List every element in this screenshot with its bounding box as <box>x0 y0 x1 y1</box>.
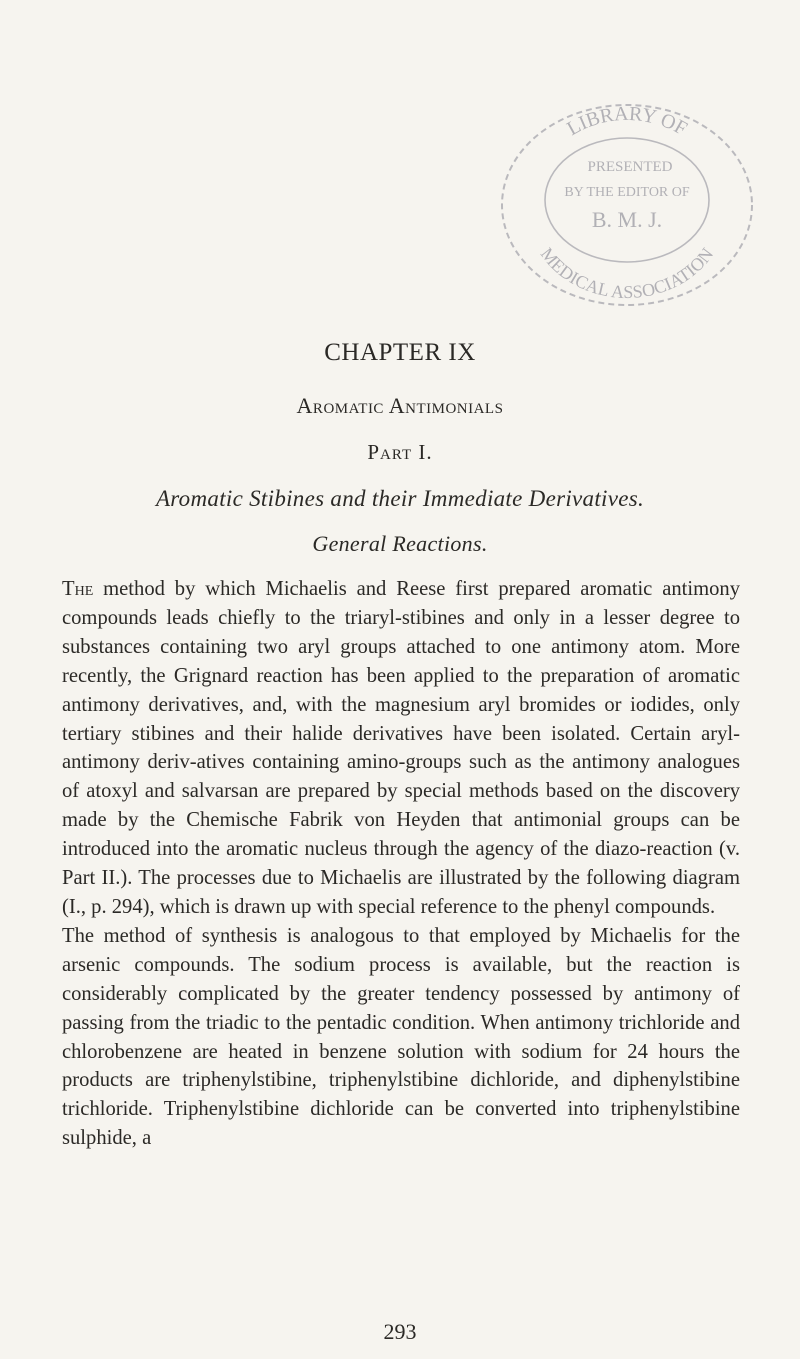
paragraph-text: The method of synthesis is analogous to that employed by Michaelis for the arsenic compounds. The sodium process is available, but the reaction is considerably complicated by the greater tendency possessed by antimony of passing from the triadic to the pentadic condition. When antimony trichloride and chlorobenzene are heated in benzene solution with sodium for 24 hours the products are triphenylstibine, triphenylstibine dichloride, and diphenylstibine trichloride. Triphenylstibine dichloride can be converted into triphenylstibine sulphide, a <box>62 924 740 1150</box>
section-heading: General Reactions. <box>312 531 488 556</box>
stamp-bottom-text: MEDICAL ASSOCIATION <box>536 243 718 303</box>
stamp-line3: B. M. J. <box>591 207 663 232</box>
paragraph <box>62 575 740 922</box>
body-text <box>62 575 740 1153</box>
part-subtitle: Aromatic Stibines and their Immediate Derivatives. <box>155 486 645 511</box>
chapter-title: Aromatic Antimonials <box>296 393 504 418</box>
part-heading: Part I. <box>367 440 433 464</box>
paragraph-text: method by which Michaelis and Reese first prepared aromatic antimony compounds leads chiefly to the triaryl-stibines and only in a lesser degree to substances containing two aryl groups attached to one antimony atom. More recently, the Grignard reaction has been applied to the preparation of aromatic antimony derivatives, and, with the magnesium aryl bromides or iodides, only tertiary stibines and their halide derivatives have been isolated. Certain aryl-antimony deriv-atives containing amino-groups such as the antimony analogues of atoxyl and salvarsan are prepared by special methods based on the discovery made by the Chemische Fabrik von Heyden that antimonial groups can be introduced into the aromatic nucleus through the agency of the diazo-reaction (v. Part II.). The processes due to Michaelis are illustrated by the following diagram (I., p. 294), which is drawn up with special reference to the phenyl compounds. <box>62 578 740 918</box>
page-number: 293 <box>383 1319 417 1344</box>
paragraph <box>62 922 740 1153</box>
library-stamp <box>492 95 762 315</box>
paragraph-lead-word: The <box>62 578 94 600</box>
chapter-heading: CHAPTER IX <box>324 339 476 366</box>
stamp-line2: BY THE EDITOR OF <box>564 185 690 200</box>
stamp-top-text: LIBRARY OF <box>563 102 691 141</box>
stamp-line1: PRESENTED <box>587 159 673 175</box>
